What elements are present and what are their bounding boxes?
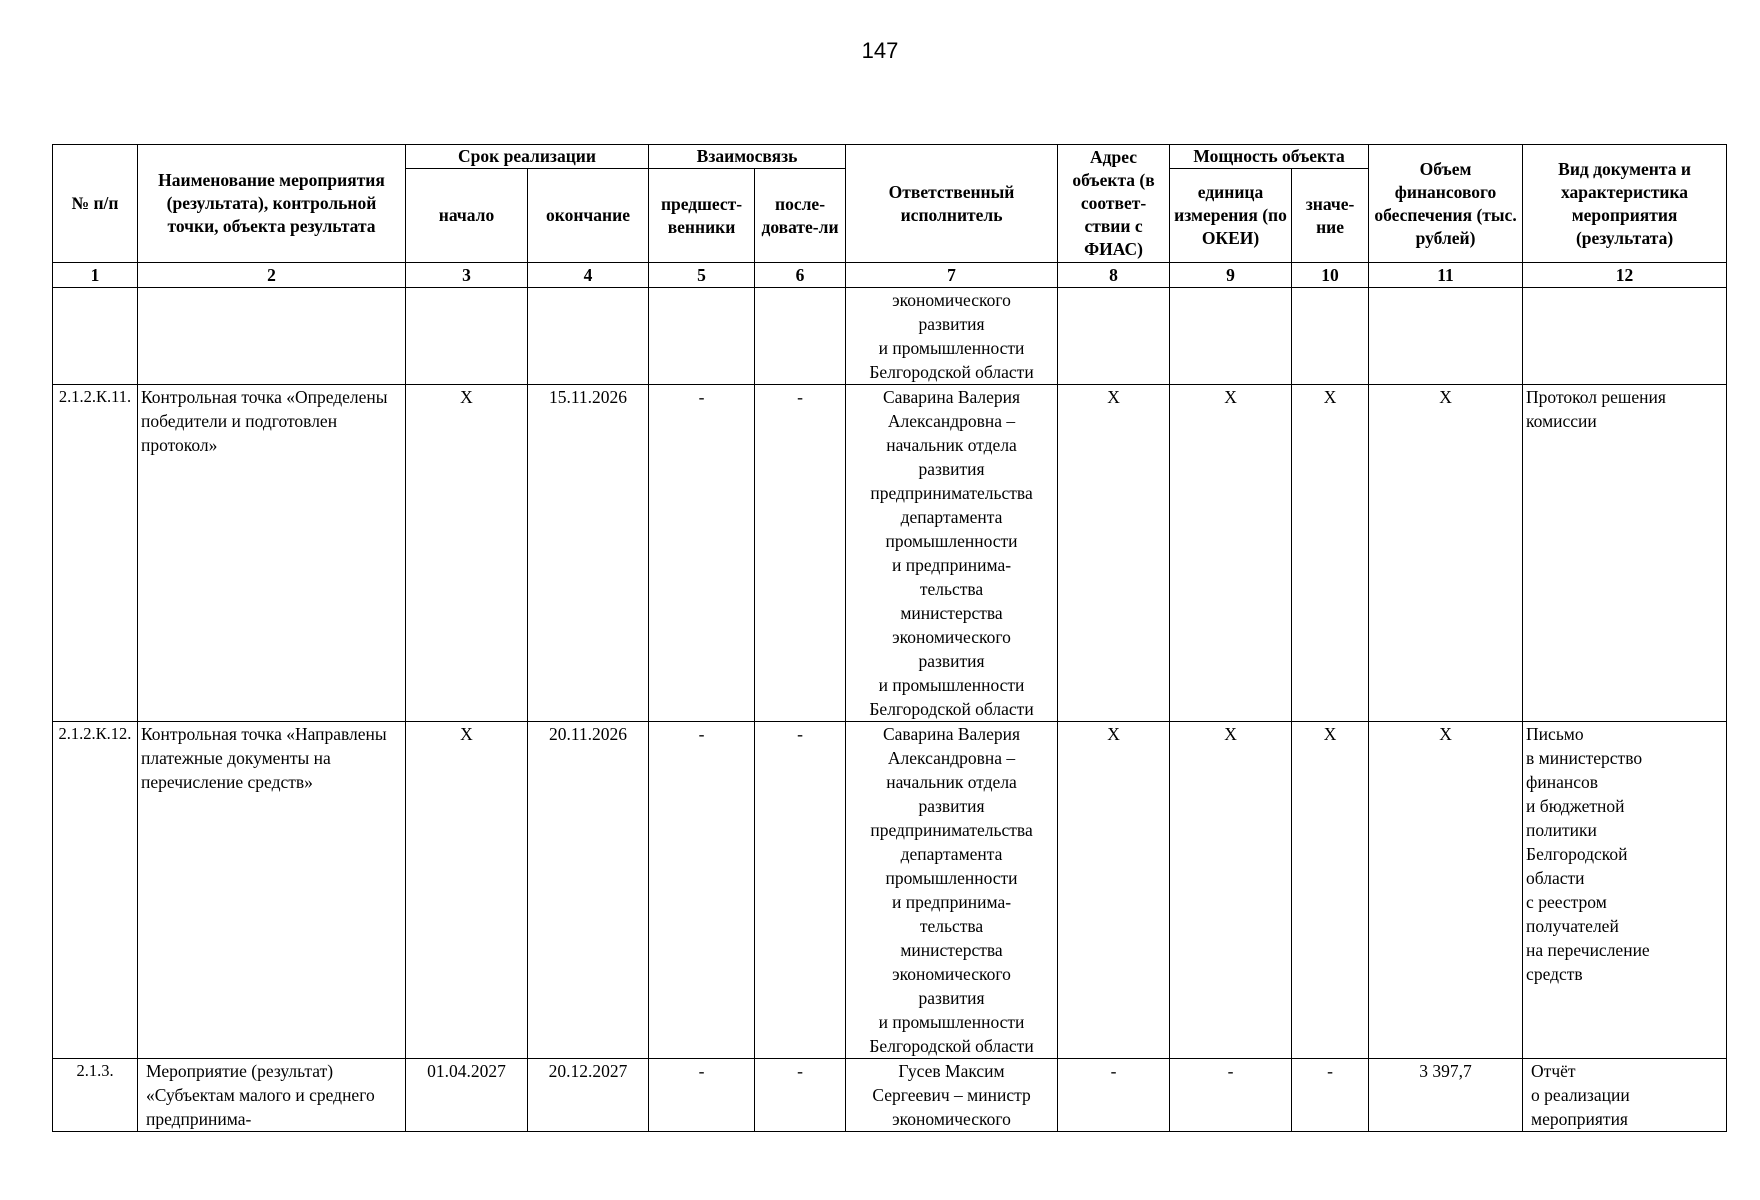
header-link: Взаимосвязь xyxy=(649,145,846,169)
row-successors: - xyxy=(755,385,846,722)
column-number-row xyxy=(53,263,1727,288)
row-number xyxy=(53,288,138,385)
executor-line: развития xyxy=(918,651,985,671)
executor-line: предпринимательства xyxy=(870,483,1033,503)
executor-line: развития xyxy=(918,796,985,816)
column-number: 5 xyxy=(649,263,755,288)
executor-line: предпринимательства xyxy=(870,820,1033,840)
header-executor: Ответственный исполнитель xyxy=(846,145,1058,263)
row-unit: X xyxy=(1170,722,1292,1059)
row-unit xyxy=(1170,288,1292,385)
column-number: 2 xyxy=(138,263,406,288)
row-predecessors xyxy=(649,288,755,385)
row-predecessors: - xyxy=(649,385,755,722)
row-finance: X xyxy=(1369,385,1523,722)
column-number: 7 xyxy=(846,263,1058,288)
row-name: Контрольная точка «Направлены платежные документы на перечисление средств» xyxy=(138,722,406,1059)
table-row xyxy=(53,385,1727,722)
header-unit: единица измерения (по ОКЕИ) xyxy=(1170,169,1292,263)
plan-table xyxy=(52,144,1727,1132)
executor-line: Александровна – xyxy=(887,411,1016,431)
executor-line: и предпринима- xyxy=(892,555,1012,575)
header-document: Вид документа и характеристика мероприятия (результата) xyxy=(1523,145,1727,263)
row-successors: - xyxy=(755,722,846,1059)
header-value: значе-ние xyxy=(1292,169,1369,263)
row-predecessors: - xyxy=(649,722,755,1059)
row-finance: X xyxy=(1369,722,1523,1059)
row-start: X xyxy=(406,385,528,722)
document-line: области xyxy=(1526,868,1585,888)
executor-line: развития xyxy=(918,314,985,334)
header-power: Мощность объекта xyxy=(1170,145,1369,169)
executor-line: Саварина Валерия xyxy=(882,387,1021,407)
row-end xyxy=(528,288,649,385)
row-executor xyxy=(846,385,1058,722)
executor-line: развития xyxy=(918,988,985,1008)
row-unit: - xyxy=(1170,1059,1292,1132)
document-line: комиссии xyxy=(1526,411,1597,431)
document-line: средств xyxy=(1526,964,1583,984)
row-name: Контрольная точка «Определены победители и подготовлен протокол» xyxy=(138,385,406,722)
row-document xyxy=(1523,1059,1727,1132)
column-number: 10 xyxy=(1292,263,1369,288)
row-number: 2.1.2.К.11. xyxy=(53,385,138,722)
row-number: 2.1.2.К.12. xyxy=(53,722,138,1059)
executor-line: и промышленности xyxy=(878,338,1025,358)
header-row xyxy=(53,145,1727,169)
row-successors: - xyxy=(755,1059,846,1132)
executor-line: тельства xyxy=(919,579,984,599)
column-number: 3 xyxy=(406,263,528,288)
table-row xyxy=(53,722,1727,1059)
row-executor xyxy=(846,288,1058,385)
row-start: 01.04.2027 xyxy=(406,1059,528,1132)
document-line: получателей xyxy=(1526,916,1619,936)
row-value xyxy=(1292,288,1369,385)
executor-line: и промышленности xyxy=(878,675,1025,695)
column-number: 9 xyxy=(1170,263,1292,288)
row-start: X xyxy=(406,722,528,1059)
row-value: X xyxy=(1292,722,1369,1059)
document-line: о реализации xyxy=(1531,1085,1630,1105)
row-value: X xyxy=(1292,385,1369,722)
executor-line: Белгородской области xyxy=(869,699,1034,719)
executor-line: начальник отдела xyxy=(886,772,1017,792)
header-predecessors: предшест-венники xyxy=(649,169,755,263)
document-line: с реестром xyxy=(1526,892,1607,912)
row-executor xyxy=(846,1059,1058,1132)
header-name: Наименование мероприятия (результата), контрольной точки, объекта результата xyxy=(138,145,406,263)
executor-line: Гусев Максим xyxy=(898,1061,1005,1081)
column-number: 8 xyxy=(1058,263,1170,288)
executor-line: Белгородской области xyxy=(869,362,1034,382)
executor-line: Саварина Валерия xyxy=(882,724,1021,744)
row-value: - xyxy=(1292,1059,1369,1132)
header-num: № п/п xyxy=(53,145,138,263)
header-successors: после-довате-ли xyxy=(755,169,846,263)
executor-line: промышленности xyxy=(885,531,1018,551)
document-line: мероприятия xyxy=(1531,1109,1628,1129)
column-number: 6 xyxy=(755,263,846,288)
document-line: на перечисление xyxy=(1526,940,1650,960)
document-line: финансов xyxy=(1526,772,1599,792)
row-name: Мероприятие (результат) «Субъектам малого и среднего предпринима- xyxy=(138,1059,406,1132)
header-end: окончание xyxy=(528,169,649,263)
executor-line: министерства xyxy=(900,603,1003,623)
executor-line: Сергеевич – министр xyxy=(872,1085,1031,1105)
row-executor xyxy=(846,722,1058,1059)
executor-line: начальник отдела xyxy=(886,435,1017,455)
row-end: 15.11.2026 xyxy=(528,385,649,722)
row-end: 20.11.2026 xyxy=(528,722,649,1059)
document-line: Письмо xyxy=(1526,724,1584,744)
row-document xyxy=(1523,288,1727,385)
row-address: - xyxy=(1058,1059,1170,1132)
table-row xyxy=(53,1059,1727,1132)
document-line: политики xyxy=(1526,820,1597,840)
executor-line: Белгородской области xyxy=(869,1036,1034,1056)
executor-line: и предпринима- xyxy=(892,892,1012,912)
row-number: 2.1.3. xyxy=(53,1059,138,1132)
row-document xyxy=(1523,722,1727,1059)
header-finance: Объем финансового обеспечения (тыс. рублей) xyxy=(1369,145,1523,263)
executor-line: министерства xyxy=(900,940,1003,960)
header-period: Срок реализации xyxy=(406,145,649,169)
row-unit: X xyxy=(1170,385,1292,722)
document-line: Белгородской xyxy=(1526,844,1628,864)
executor-line: департамента xyxy=(900,507,1003,527)
executor-line: департамента xyxy=(900,844,1003,864)
column-number: 1 xyxy=(53,263,138,288)
document-line: и бюджетной xyxy=(1526,796,1625,816)
document-line: Отчёт xyxy=(1531,1061,1576,1081)
executor-line: и промышленности xyxy=(878,1012,1025,1032)
executor-line: развития xyxy=(918,459,985,479)
row-start xyxy=(406,288,528,385)
executor-line: экономического xyxy=(892,627,1011,647)
row-finance: 3 397,7 xyxy=(1369,1059,1523,1132)
header-start: начало xyxy=(406,169,528,263)
header-address: Адрес объекта (в соответ-ствии с ФИАС) xyxy=(1058,145,1170,263)
row-name xyxy=(138,288,406,385)
executor-line: промышленности xyxy=(885,868,1018,888)
row-document xyxy=(1523,385,1727,722)
row-address: X xyxy=(1058,722,1170,1059)
executor-line: экономического xyxy=(892,290,1011,310)
table-row xyxy=(53,288,1727,385)
column-number: 11 xyxy=(1369,263,1523,288)
document-line: в министерство xyxy=(1526,748,1643,768)
row-end: 20.12.2027 xyxy=(528,1059,649,1132)
executor-line: экономического xyxy=(892,1109,1011,1129)
executor-line: экономического xyxy=(892,964,1011,984)
row-predecessors: - xyxy=(649,1059,755,1132)
column-number: 4 xyxy=(528,263,649,288)
document-line: Протокол решения xyxy=(1526,387,1666,407)
column-number: 12 xyxy=(1523,263,1727,288)
executor-line: Александровна – xyxy=(887,748,1016,768)
row-successors xyxy=(755,288,846,385)
row-finance xyxy=(1369,288,1523,385)
row-address: X xyxy=(1058,385,1170,722)
executor-line: тельства xyxy=(919,916,984,936)
row-address xyxy=(1058,288,1170,385)
page-number: 147 xyxy=(861,38,899,63)
